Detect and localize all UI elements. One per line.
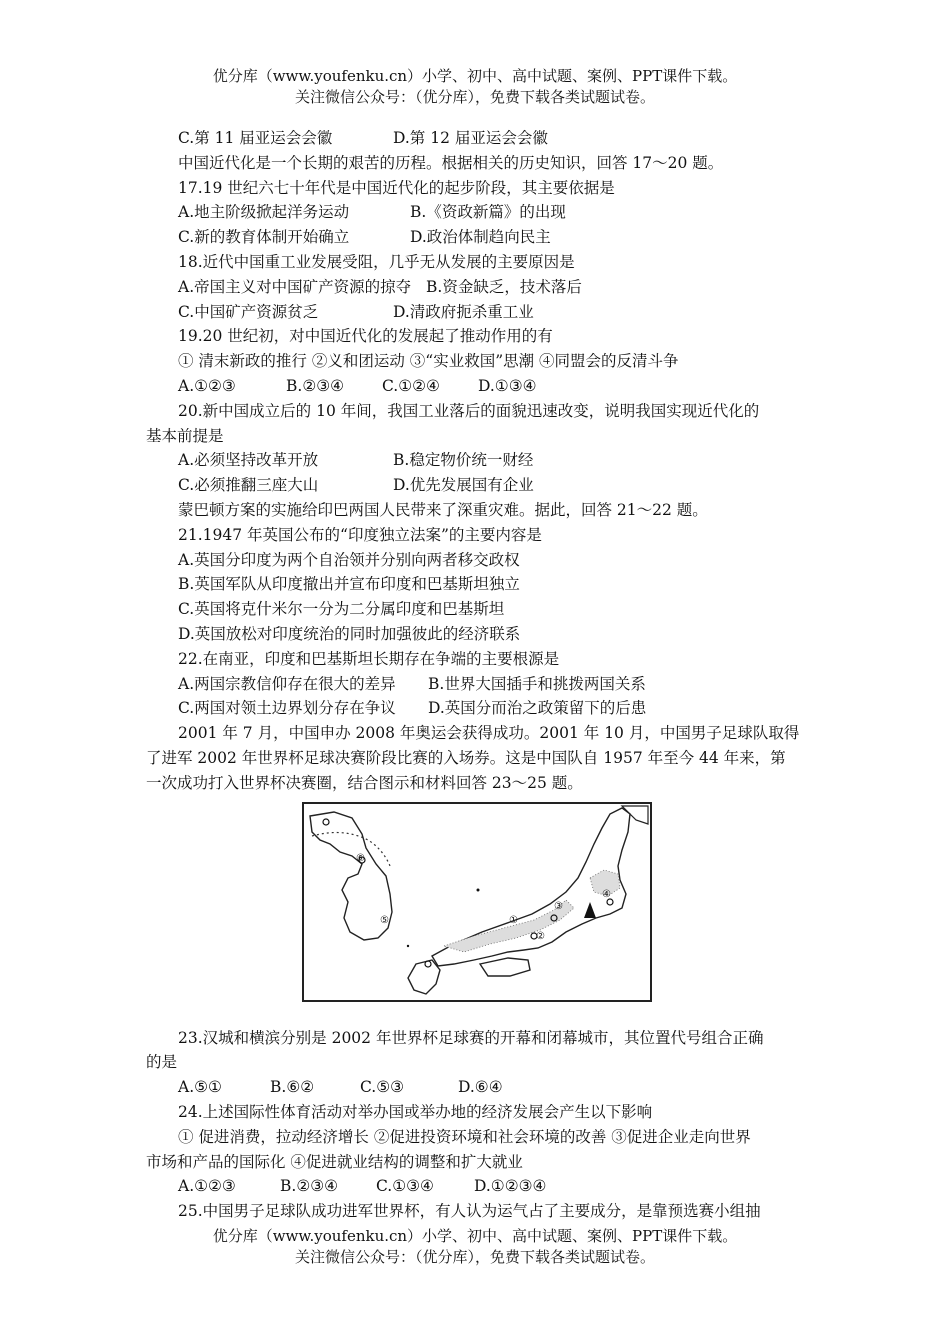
page-header	[0, 66, 950, 108]
q20-stem: 20.新中国成立后的 10 年间，我国工业落后的面貌迅速改变，说明我国实现近代化的	[178, 401, 760, 420]
q20-stem-cont: 基本前提是	[146, 426, 224, 445]
city-dot-2	[323, 819, 329, 825]
shikoku-outline	[480, 958, 530, 976]
q23-option-d: D.⑥④	[458, 1078, 503, 1097]
q19-option-d: D.①③④	[478, 376, 537, 395]
q23-stem-cont: 的是	[146, 1053, 178, 1072]
q16-option-d: D.第 12 届亚运会会徽	[393, 129, 548, 147]
q17-option-d: D.政治体制趋向民主	[410, 228, 551, 247]
map-label-4: ④	[602, 888, 611, 900]
q18-option-c: C.中国矿产资源贫乏	[178, 302, 319, 321]
q22-options-ab	[146, 672, 808, 697]
city-dot-6	[425, 961, 431, 967]
q24-stem: 24.上述国际性体育活动对举办国或举办地的经济发展会产生以下影响	[178, 1102, 653, 1121]
q24-option-b: B.②③④	[280, 1177, 339, 1196]
q16-options-cd	[146, 126, 808, 151]
q18-option-b: B.资金缺乏，技术落后	[426, 277, 582, 296]
q22-option-a: A.两国宗教信仰存在很大的差异	[178, 674, 396, 693]
q20-option-a: A.必须坚持改革开放	[178, 451, 319, 470]
q19-items: ① 清末新政的推行 ②义和团运动 ③“实业救国”思潮 ④同盟会的反清斗争	[178, 352, 679, 371]
q23-option-c: C.⑤③	[360, 1078, 405, 1097]
q21-option-d: D.英国放松对印度统治的同时加强彼此的经济联系	[178, 624, 521, 643]
q16-option-c: C.第 11 届亚运会会徽	[178, 129, 333, 147]
intro-23-25-line-1: 2001 年 7 月，中国申办 2008 年奥运会获得成功。2001 年 10 月，中国男子足球队取得	[178, 724, 800, 743]
q18-options-cd	[146, 300, 808, 325]
island-1	[477, 888, 480, 891]
q24-items-line-2: 市场和产品的国际化 ④促进就业结构的调整和扩大就业	[146, 1152, 523, 1171]
q21-stem: 21.1947 年英国公布的“印度独立法案”的主要内容是	[178, 525, 542, 544]
q21-option-b: B.英国军队从印度撤出并宣布印度和巴基斯坦独立	[178, 575, 520, 594]
q19-option-b: B.②③④	[286, 376, 345, 395]
q18-option-a: A.帝国主义对中国矿产资源的掠夺	[178, 277, 412, 296]
q23-option-b: B.⑥②	[270, 1078, 315, 1097]
q17-option-b: B.《资政新篇》的出现	[410, 203, 566, 222]
island-2	[407, 944, 409, 946]
q19-option-c: C.①②④	[382, 376, 440, 395]
header-line-2: 关注微信公众号：（优分库），免费下载各类试题试卷。	[294, 88, 655, 106]
map-label-6: ⑥	[356, 852, 365, 864]
q19-options	[146, 374, 808, 399]
exam-content	[146, 126, 808, 1224]
q19-option-a: A.①②③	[178, 376, 236, 395]
map-label-3: ③	[554, 900, 563, 912]
q23-stem: 23.汉城和横滨分别是 2002 年世界杯足球赛的开幕和闭幕城市，其位置代号组合正确	[178, 1028, 764, 1047]
intro-17-20: 中国近代化是一个长期的艰苦的历程。根据相关的历史知识，回答 17～20 题。	[178, 153, 724, 172]
q18-option-d: D.清政府扼杀重工业	[393, 302, 534, 321]
q17-option-c: C.新的教育体制开始确立	[178, 228, 350, 247]
q22-option-d: D.英国分而治之政策留下的后患	[428, 699, 647, 718]
map-label-5: ⑤	[380, 914, 389, 926]
q24-items-line-1: ① 促进消费，拉动经济增长 ②促进投资环境和社会环境的改善 ③促进企业走向世界	[178, 1127, 751, 1146]
kyushu-outline	[408, 960, 440, 994]
map-label-2: ②	[536, 930, 545, 942]
q20-options-cd	[146, 473, 808, 498]
border-dotted-line	[312, 832, 390, 865]
q23-option-a: A.⑤①	[178, 1078, 222, 1097]
q20-option-d: D.优先发展国有企业	[393, 476, 534, 495]
q24-option-c: C.①③④	[376, 1177, 434, 1196]
q20-option-b: B.稳定物价统一财经	[393, 451, 534, 470]
q24-option-a: A.①②③	[178, 1177, 236, 1196]
q24-options	[146, 1174, 808, 1199]
q23-options	[146, 1075, 808, 1100]
q17-stem: 17.19 世纪六七十年代是中国近代化的起步阶段，其主要依据是	[178, 178, 615, 197]
q20-options-ab	[146, 448, 808, 473]
intro-23-25-line-2: 了进军 2002 年世界杯足球决赛阶段比赛的入场券。这是中国队自 1957 年至今 44 年来，第	[146, 748, 786, 767]
map-drawing	[304, 804, 650, 1000]
footer-line-1: 优分库（www.youfenku.cn）小学、初中、高中试题、案例、PPT课件下载。	[212, 1227, 738, 1245]
q17-options-cd	[146, 225, 808, 250]
mountain-triangle-icon	[584, 902, 596, 918]
korea-japan-map	[302, 802, 652, 1002]
map-label-1: ①	[509, 914, 518, 926]
q17-options-ab	[146, 200, 808, 225]
q17-option-a: A.地主阶级掀起洋务运动	[178, 203, 350, 222]
q22-option-b: B.世界大国插手和挑拨两国关系	[428, 674, 646, 693]
q19-stem: 19.20 世纪初，对中国近代化的发展起了推动作用的有	[178, 327, 553, 346]
q22-options-cd	[146, 696, 808, 721]
q21-option-c: C.英国将克什米尔一分为二分属印度和巴基斯坦	[178, 600, 505, 619]
hokkaido-outline	[622, 806, 648, 824]
page-footer	[0, 1226, 950, 1268]
q18-options-ab	[146, 275, 808, 300]
footer-line-2: 关注微信公众号：（优分库），免费下载各类试题试卷。	[294, 1248, 655, 1266]
q24-option-d: D.①②③④	[474, 1177, 547, 1196]
q22-stem: 22.在南亚，印度和巴基斯坦长期存在争端的主要根源是	[178, 649, 560, 668]
intro-21-22: 蒙巴顿方案的实施给印巴两国人民带来了深重灾难。据此，回答 21～22 题。	[178, 500, 708, 519]
q21-option-a: A.英国分印度为两个自治领并分别向两者移交政权	[178, 550, 520, 569]
q20-option-c: C.必须推翻三座大山	[178, 476, 319, 495]
q18-stem: 18.近代中国重工业发展受阻，几乎无从发展的主要原因是	[178, 252, 575, 271]
q25-stem: 25.中国男子足球队成功进军世界杯，有人认为运气占了主要成分，是靠预选赛小组抽	[178, 1202, 761, 1221]
header-line-1: 优分库（www.youfenku.cn）小学、初中、高中试题、案例、PPT课件下载。	[212, 67, 738, 85]
q22-option-c: C.两国对领土边界划分存在争议	[178, 699, 396, 718]
intro-23-25-line-3: 一次成功打入世界杯决赛圈，结合图示和材料回答 23～25 题。	[146, 773, 583, 792]
